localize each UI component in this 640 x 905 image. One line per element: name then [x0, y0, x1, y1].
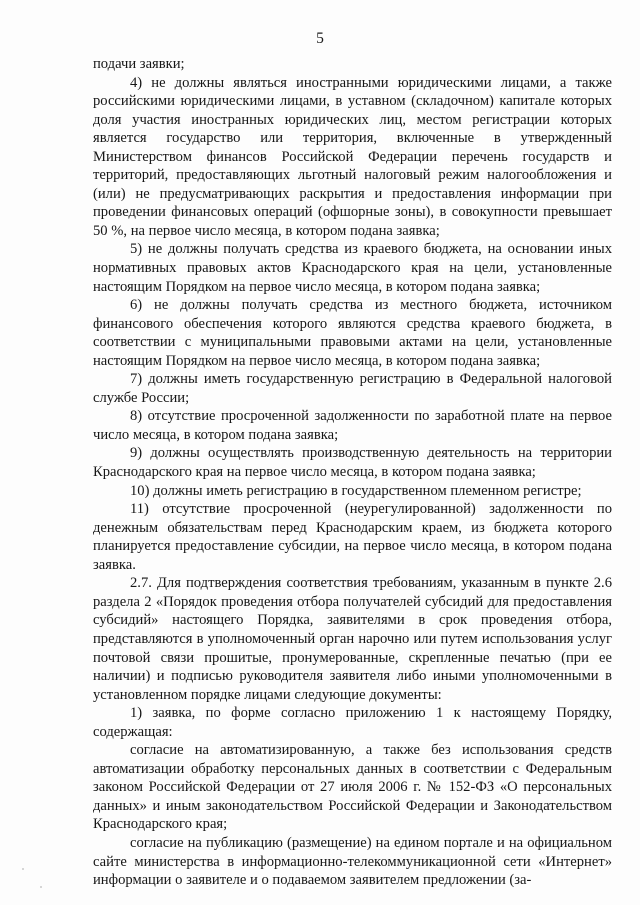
- paragraph-item-5: 5) не должны получать средства из краевого бюджета, на основании иных нормативных правовых актов Краснодарского края на цели, установленные настоящим Порядком на первое число месяца, в котором подана заявка;: [93, 241, 612, 295]
- paragraph-doc-item-1: 1) заявка, по форме согласно приложению 1 к настоящему Порядку, содержащая:: [93, 705, 612, 740]
- paragraph-section-2-7: 2.7. Для подтверждения соответствия требованиям, указанным в пункте 2.6 раздела 2 «Порядок проведения отбора получателей субсидий для предоставления субсидий» настоящего Порядка, заявителями в срок проведения отбора, представляются в уполномоченный орган нарочно или путем использования услуг почтовой связи прошитые, пронумерованные, скрепленные печатью (при ее наличии) и подписью руководителя заявителя либо иными уполномоченными в установленном порядке лицами следующие документы:: [93, 575, 612, 703]
- scan-speck: [40, 886, 42, 888]
- document-body: [93, 55, 612, 890]
- paragraph-item-11: 11) отсутствие просроченной (неурегулированной) задолженности по денежным обязательствам перед Краснодарским краем, из бюджета которого планируется предоставление субсидии, на первое число месяца, в котором подана заявка.: [93, 501, 612, 573]
- paragraph-item-4: 4) не должны являться иностранными юридическими лицами, а также российскими юридическими лицами, в уставном (складочном) капитале которых доля участия иностранных юридических лиц, местом регистрации которых является государство или территория, включенные в утвержденный Министерством финансов Российской Федерации перечень государств и территорий, предоставляющих льготный налоговый режим налогообложения и (или) не предусматривающих раскрытия и предоставления информации при проведении финансовых операций (офшорные зоны), в совокупности превышает 50 %, на первое число месяца, в котором подана заявка;: [93, 74, 612, 239]
- scan-speck: [22, 868, 24, 870]
- paragraph-item-9: 9) должны осуществлять производственную деятельность на территории Краснодарского края на первое число месяца, в котором подана заявка;: [93, 445, 612, 481]
- paragraph-item-8: 8) отсутствие просроченной задолженности по заработной плате на первое число месяца, в котором подана заявка;: [93, 408, 612, 443]
- paragraph-continuation: подачи заявки;: [93, 56, 185, 72]
- paragraph-consent-publication: согласие на публикацию (размещение) на едином портале и на официальном сайте министерства в информационно-телекоммуникационной сети «Интернет» информации о заявителе и о подаваемом заявителем предложении (за-: [93, 834, 612, 889]
- paragraph-item-6: 6) не должны получать средства из местного бюджета, источником финансового обеспечения которого являются средства краевого бюджета, в соответствии с муниципальными правовыми актами на цели, установленные настоящим Порядком на первое число месяца, в котором подана заявка;: [93, 297, 612, 369]
- page-number: 5: [316, 30, 324, 47]
- paragraph-item-7: 7) должны иметь государственную регистрацию в Федеральной налоговой службе России;: [93, 371, 612, 406]
- paragraph-consent-processing: согласие на автоматизированную, а также без использования средств автоматизации обработку персональных данных в соответствии с Федеральным законом Российской Федерации от 27 июля 2006 г. № 152-ФЗ «О персональных данных» и иным законодательством Российской Федерации и Законодательством Краснодарского края;: [93, 742, 612, 833]
- paragraph-item-10: 10) должны иметь регистрацию в государственном племенном регистре;: [130, 482, 582, 499]
